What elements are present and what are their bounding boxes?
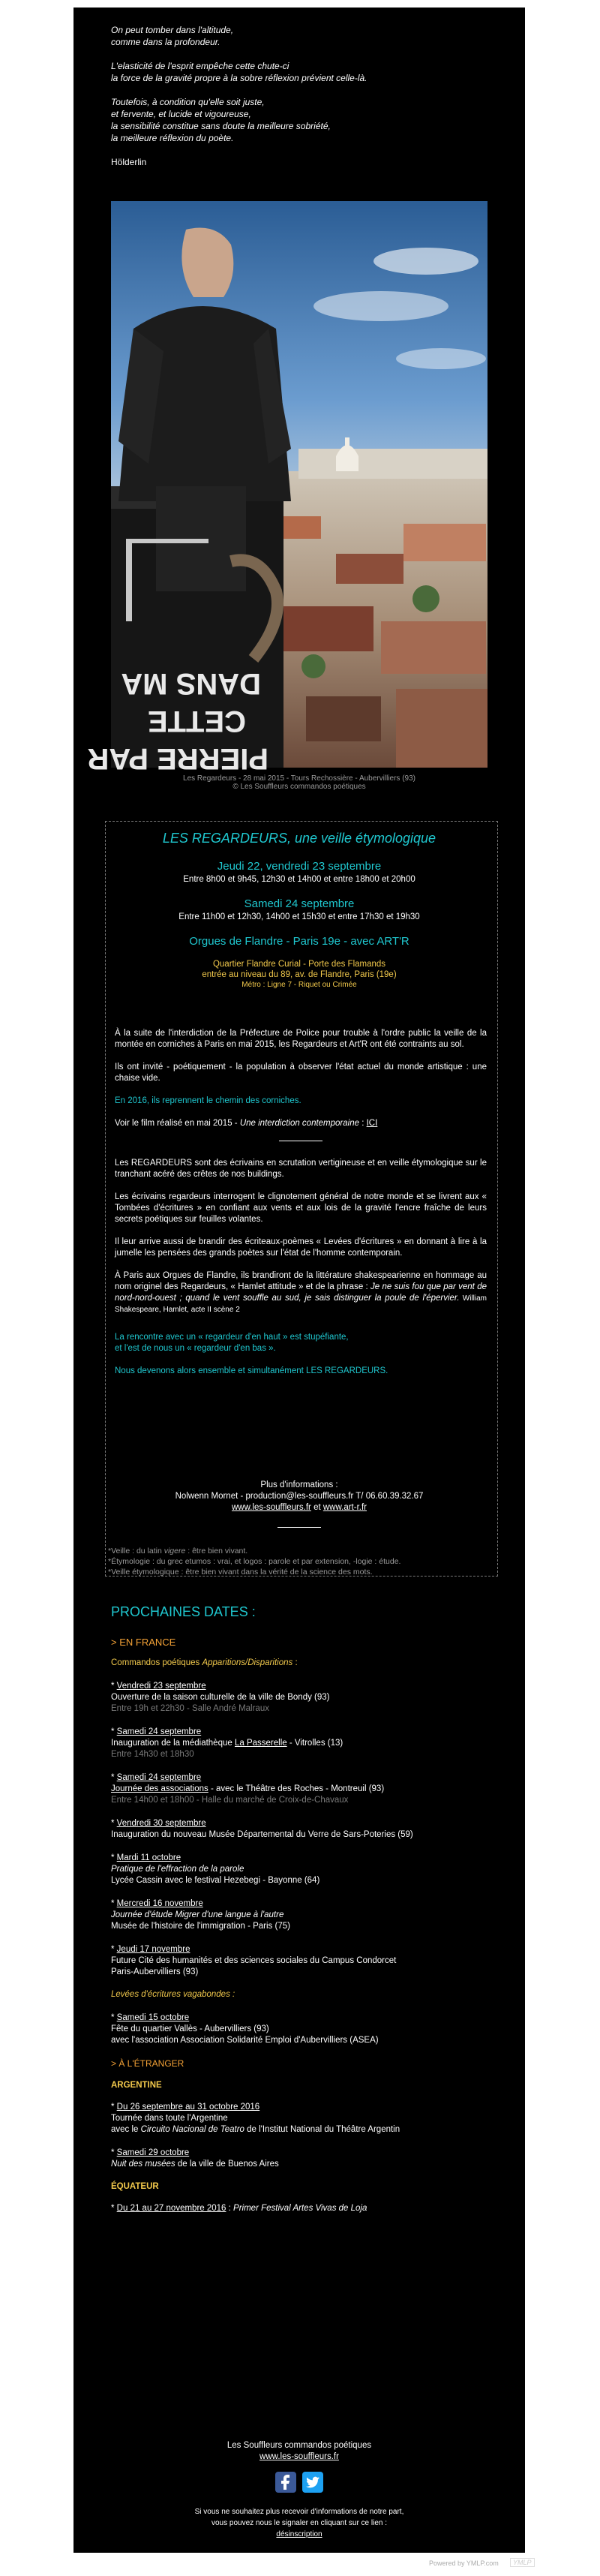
event-item: * Vendredi 30 septembre Inauguration du nouveau Musée Départemental du Verre de Sars-Poteries (59) (111, 1819, 413, 1839)
paragraph: Ils ont invité - poétiquement - la population à observer l'état actuel du monde artistique : une chaise vide. (115, 1063, 487, 1083)
etym-note: *Veille : du latin vigere : être bien vivant. (108, 1547, 248, 1556)
unsubscribe-text: Si vous ne souhaitez plus recevoir d'informations de notre part, (194, 2508, 404, 2516)
social-icons (74, 2472, 525, 2493)
venue-place: Quartier Flandre Curial - Porte des Flamands (212, 960, 386, 969)
etym-note: *Veille étymologique : être bien vivant dans la vérité de la science des mots. (108, 1568, 373, 1577)
poem (111, 24, 501, 168)
souffleurs-link[interactable]: www.les-souffleurs.fr (231, 1503, 311, 1512)
wall-text-3: DANS MA (121, 667, 261, 700)
artr-link[interactable]: www.art-r.fr (322, 1503, 367, 1512)
twitter-icon[interactable] (302, 2472, 323, 2493)
footer-org: Les Souffleurs commandos poétiques (226, 2441, 372, 2450)
poem-author: Hölderlin (111, 157, 147, 167)
event-item: * Samedi 24 septembre Inauguration de la médiathèque La Passerelle - Vitrolles (13) Entre 14h30 et 18h30 (111, 1727, 344, 1759)
france-heading: > EN FRANCE (111, 1637, 176, 1648)
paragraph-highlight: Nous devenons alors ensemble et simultanément LES REGARDEURS. (115, 1366, 388, 1375)
event-date[interactable]: Du 26 septembre au 31 octobre 2016 (116, 2103, 260, 2112)
shakespeare-ref: William Shakespeare, Hamlet, acte II scène 2 (115, 1294, 487, 1314)
powered-by[interactable]: Powered by YMLP.com (429, 2559, 499, 2567)
paragraph: Les REGARDEURS sont des écrivains en scrutation vertigineuse et en veille étymologique sur le tranchant acéré des crêtes de nos buildings. (115, 1159, 487, 1179)
info-links: www.les-souffleurs.fr et www.art-r.fr (231, 1503, 367, 1512)
argentina-heading: ARGENTINE (111, 2081, 162, 2090)
event-date[interactable]: Du 21 au 27 novembre 2016 (116, 2204, 226, 2213)
etym-note: *Étymologie : du grec etumos : vrai, et logos : parole et par extension, -logie : étude. (108, 1557, 401, 1566)
poem-line: L'elasticité de l'esprit empêche cette chute-ci (111, 61, 290, 71)
event-date[interactable]: Vendredi 23 septembre (116, 1682, 206, 1691)
event-hours-1: Entre 8h00 et 9h45, 12h30 et 14h00 et entre 18h00 et 20h00 (183, 875, 416, 884)
info-title: Plus d'informations : (260, 1480, 338, 1489)
event-description (115, 1028, 487, 1393)
poem-line: la sensibilité constitue sans doute la meilleure sobriété, (111, 121, 331, 131)
event-date[interactable]: Samedi 24 septembre (116, 1773, 202, 1782)
ecuador-heading: ÉQUATEUR (111, 2182, 159, 2191)
event-title-block (74, 831, 525, 989)
etymology-notes (108, 1546, 498, 1577)
event-item: * Mercredi 16 novembre Journée d'étude Migrer d'une langue à l'autre Musée de l'histoire de l'immigration - Paris (75) (111, 1899, 290, 1931)
event-date-1: Jeudi 22, vendredi 23 septembre (217, 860, 382, 873)
shakespeare-quote: Je ne suis fou que par vent de nord-nord-ouest ; quand le vent souffle au sud, je sais distinguer la poule de l'épervier. (115, 1282, 487, 1303)
event-item: * Samedi 15 octobre Fête du quartier Vallès - Aubervilliers (93) avec l'association Association Solidarité Emploi d'Aubervilliers (ASEA) (111, 2013, 379, 2045)
associations-link[interactable]: Journée des associations (111, 1784, 208, 1793)
event-item: * Du 21 au 27 novembre 2016 : Primer Festival Artes Vivas de Loja (111, 2204, 368, 2213)
info-block (74, 1480, 525, 1528)
event-date[interactable]: Vendredi 30 septembre (116, 1819, 206, 1828)
upcoming-dates (111, 1604, 501, 2226)
event-item: * Samedi 29 octobre Nuit des musées de la ville de Buenos Aires (111, 2148, 279, 2169)
event-item: * Du 26 septembre au 31 octobre 2016 Tournée dans toute l'Argentine avec le Circuito Nacional de Teatro de l'Institut National du Théâtre Argentin (111, 2103, 400, 2134)
event-date[interactable]: Samedi 29 octobre (116, 2148, 190, 2157)
wall-text-2: CETTE (147, 705, 246, 738)
event-date[interactable]: Mercredi 16 novembre (116, 1899, 203, 1908)
paragraph: À la suite de l'interdiction de la Préfecture de Police pour trouble à l'ordre public la veille de la montée en corniches à Paris en mai 2015, les Regardeurs et Art'R ont été contraints au sol. (115, 1029, 487, 1049)
event-hours-2: Entre 11h00 et 12h30, 14h00 et 15h30 et entre 17h30 et 19h30 (178, 912, 420, 921)
paragraph: Les écrivains regardeurs interrogent le clignotement général de notre monde et se livrent aux « Tombées d'écritures » en confiant aux vents et aux lois de la gravité l'encre fraîche de leurs secrets poétiques sur feuilles volantes. (115, 1192, 487, 1224)
footer-website-link[interactable]: www.les-souffleurs.fr (260, 2452, 339, 2461)
dates-heading: PROCHAINES DATES : (111, 1604, 256, 1619)
unsubscribe-text: vous pouvez nous le signaler en cliquant sur ce lien : (211, 2519, 388, 2527)
unsubscribe-link[interactable]: désinscription (276, 2530, 322, 2538)
facebook-icon[interactable] (275, 2472, 296, 2493)
apparitions-heading: Commandos poétiques Apparitions/Disparitions : (111, 1658, 298, 1667)
event-date[interactable]: Samedi 24 septembre (116, 1727, 202, 1736)
levees-heading: Levées d'écritures vagabondes : (111, 1990, 236, 1999)
film-link[interactable]: ICI (366, 1119, 378, 1128)
event-item: * Jeudi 17 novembre Future Cité des humanités et des sciences sociales du Campus Condorcet Paris-Aubervilliers (93) (111, 1945, 397, 1976)
poem-line: et fervente, et lucide et vigoureuse, (111, 109, 251, 119)
ymlp-badge-icon[interactable]: YMLP (510, 2558, 535, 2567)
event-date[interactable]: Samedi 15 octobre (116, 2013, 190, 2022)
poem-line: On peut tomber dans l'altitude, (111, 25, 234, 35)
divider (278, 1527, 321, 1528)
event-title: LES REGARDEURS, une veille étymologique (162, 831, 436, 846)
event-item: * Mardi 11 octobre Pratique de l'effraction de la parole Lycée Cassin avec le festival Hezebegi - Bayonne (64) (111, 1853, 320, 1885)
event-item: * Vendredi 23 septembre Ouverture de la saison culturelle de la ville de Bondy (93) Entre 19h et 22h30 - Salle André Malraux (111, 1682, 330, 1713)
venue-address: entrée au niveau du 89, av. de Flandre, Paris (19e) (202, 970, 397, 979)
regardeur-photo (87, 201, 488, 775)
paragraph-highlight: En 2016, ils reprennent le chemin des corniches. (115, 1096, 302, 1105)
event-date-2: Samedi 24 septembre (244, 897, 355, 910)
encounter-line: La rencontre avec un « regardeur d'en haut » est stupéfiante, (115, 1333, 349, 1342)
poem-line: Toutefois, à condition qu'elle soit juste, (111, 97, 265, 107)
photo-credit: © Les Souffleurs commandos poétiques (232, 783, 366, 791)
abroad-heading: > À L'ÉTRANGER (111, 2058, 184, 2069)
paragraph: Il leur arrive aussi de brandir des écriteaux-poèmes « Levées d'écritures » en donnant à lire à la jumelle les pensées des grands poètes sur l'état de l'homme contemporain. (115, 1237, 487, 1258)
footer (74, 2440, 525, 2540)
encounter-line: et l'est de nous un « regardeur d'en bas ». (115, 1344, 276, 1353)
event-item: * Samedi 24 septembre Journée des associations - avec le Théâtre des Roches - Montreuil (93) Entre 14h00 et 18h00 - Halle du marché de Croix-de-Chavaux (111, 1773, 385, 1805)
event-date[interactable]: Mardi 11 octobre (116, 1853, 182, 1862)
event-date[interactable]: Jeudi 17 novembre (116, 1945, 190, 1954)
poem-line: comme dans la profondeur. (111, 37, 220, 47)
poem-line: la force de la gravité propre à la sobre réflexion prévient celle-là. (111, 73, 368, 83)
venue-metro: Métro : Ligne 7 - Riquet ou Crimée (242, 981, 357, 989)
newsletter-body (74, 8, 525, 2553)
poem-line: la meilleure réflexion du poète. (111, 133, 234, 143)
shakespeare-paragraph: À Paris aux Orgues de Flandre, ils brandiront de la littérature shakespearienne en hommage au nom originel des Regardeurs, « Hamlet attitude » et de la phrase : Je ne suis fou que par vent de nord-nord-ouest ; quand le vent souffle au sud, je sais distinguer la poule de l'épervier. William Shakespeare, Hamlet, acte II scène 2 (115, 1271, 487, 1314)
film-paragraph: Voir le film réalisé en mai 2015 - Une interdiction contemporaine : ICI (115, 1119, 378, 1128)
wall-text-1: PIERRE PAR (87, 742, 268, 775)
photo-caption-line: Les Regardeurs - 28 mai 2015 - Tours Rechossière - Aubervilliers (93) (183, 774, 416, 783)
photo-caption (74, 774, 525, 791)
event-venue: Orgues de Flandre - Paris 19e - avec ART'R (189, 935, 410, 948)
passerelle-link[interactable]: La Passerelle (234, 1739, 287, 1748)
info-contact: Nolwenn Mornet - production@les-souffleurs.fr T/ 06.60.39.32.67 (175, 1492, 424, 1501)
film-title: Une interdiction contemporaine (239, 1119, 360, 1128)
